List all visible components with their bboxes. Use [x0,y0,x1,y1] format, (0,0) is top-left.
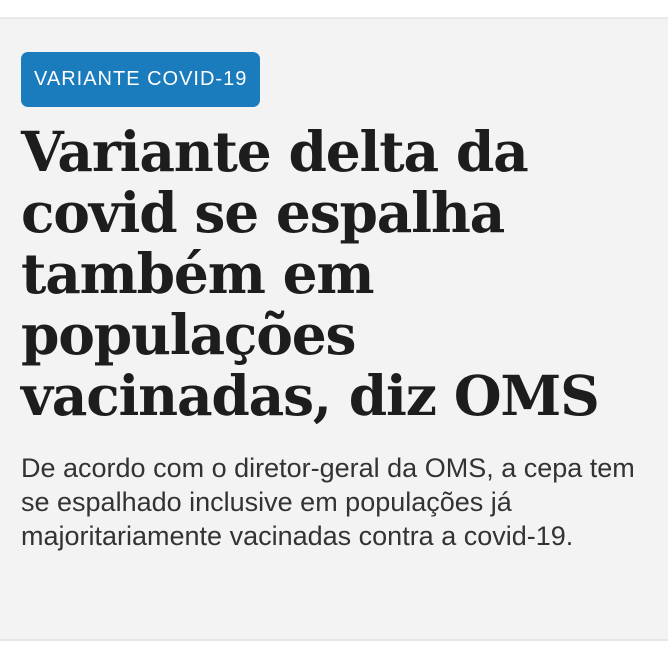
article-headline[interactable]: Variante delta da covid se espalha também em populações vacinadas, diz OMS [21,119,599,428]
category-tag[interactable]: VARIANTE COVID-19 [21,52,260,107]
bottom-divider [0,639,668,641]
article-summary: De acordo com o diretor-geral da OMS, a cepa tem se espalhado inclusive em populações já majoritariamente vacinadas contra a covid-19. [21,453,635,551]
